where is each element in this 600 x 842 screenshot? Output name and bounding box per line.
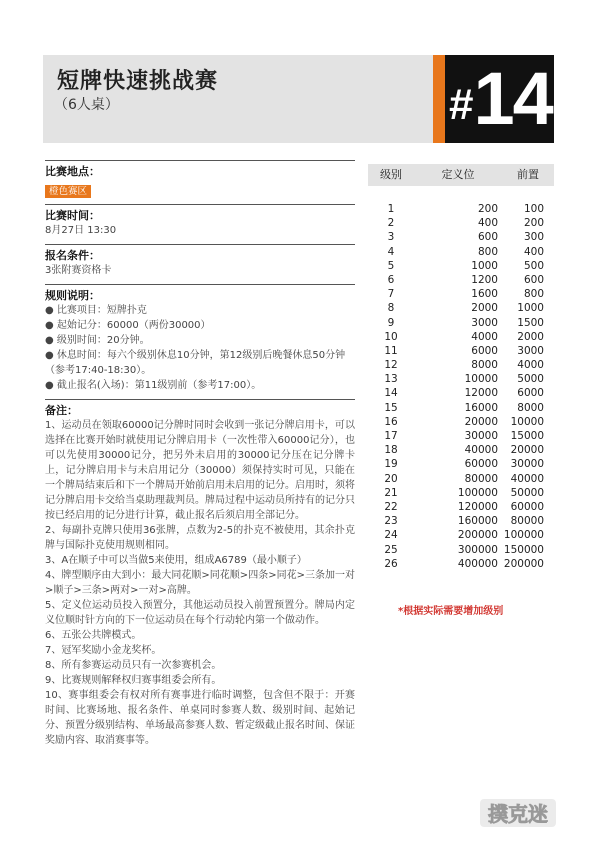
time-section [45,204,355,238]
venue-label: 比赛地点： [45,160,355,179]
number-value: 14 [473,57,552,140]
blind-cell: 160000 [457,515,498,528]
note-item: 2、每副扑克牌只使用36张牌，点数为2-5的扑克不被使用，其余扑克牌与国际扑克使用规则相同。 [45,525,355,551]
ante-cell: 100 [523,203,544,215]
note-item: 7、冠军奖励小金龙奖杯。 [45,645,162,656]
table-row [368,557,554,571]
note-item: 1、运动员在领取60000记分牌时同时会收到一张记分牌启用卡，可以选择在比赛开始时就使用记分牌启用卡（一次性带入60000记分），也可以先使用30000记分，把另外未启用的30000记分压在记分牌卡上，记分牌启用卡与未启用记分（30000）须保持实时可见，只能在一个牌局结束后和下一个牌局开始前启用未启用的记分。启用时，须将记分牌启用卡交给当桌助理裁判员。牌局过程中运动员所持有的记分只按已经启用的记分进行计算，截止报名后须启用全部记分。 [45,420,355,521]
rules-section [45,284,355,393]
level-cell: 10 [384,330,398,343]
header-level: 级别 [380,168,402,181]
time-value: 8月27日 13:30 [45,225,117,236]
blind-cell: 120000 [457,500,498,513]
level-cell: 26 [384,557,398,570]
level-cell: 1 [387,203,395,215]
table-row [368,443,554,457]
blind-cell: 6000 [471,344,498,357]
level-cell: 2 [387,217,395,230]
blind-cell: 400 [477,217,498,230]
table-row [368,330,554,344]
ante-cell: 500 [523,259,544,272]
level-cell: 25 [384,543,398,556]
ante-cell: 100000 [503,529,544,542]
blind-cell: 1000 [471,259,498,272]
note-item: 5、定义位运动员投入预置分，其他运动员投入前置预置分。牌局内定义位顺时针方向的下一位运动员在每个行动轮内第一个做动作。 [45,600,355,626]
header-blind: 定义位 [441,168,475,181]
note-item: 8、所有参赛运动员只有一次参赛机会。 [45,660,222,671]
note-item: 3、A在顺子中可以当做5来使用，组成A6789（最小顺子） [45,555,307,566]
ante-cell: 800 [523,288,544,301]
table-row [368,514,554,528]
table-row [368,415,554,429]
watermark-text: 撲克迷 [488,802,548,826]
blind-cell: 600 [477,231,498,244]
level-cell: 5 [387,259,395,272]
table-row [368,202,554,216]
watermark-logo [478,793,558,833]
level-cell: 16 [384,415,398,428]
table-row [368,543,554,557]
rule-item: ● 级别时间：20分钟。 [45,335,150,346]
blind-cell: 200000 [457,529,498,542]
rule-item: ● 截止报名(入场)：第11级别前（参考17:00）。 [45,380,262,391]
level-cell: 19 [384,458,398,471]
ante-cell: 30000 [510,458,544,471]
table-row [368,372,554,386]
ante-cell: 50000 [510,486,544,499]
level-cell: 20 [384,472,398,485]
blind-cell: 400000 [457,557,498,570]
ante-cell: 8000 [517,401,544,414]
blind-cell: 20000 [464,415,498,428]
table-row [368,429,554,443]
event-number-accent [433,55,445,143]
level-cell: 7 [387,288,395,301]
blind-cell: 80000 [464,472,498,485]
blind-cell: 4000 [471,330,498,343]
blind-cell: 8000 [471,359,498,372]
blind-cell: 12000 [464,387,498,400]
ante-cell: 2000 [517,330,544,343]
table-row [368,401,554,415]
blind-cell: 100000 [457,486,498,499]
table-row [368,500,554,514]
level-cell: 3 [387,231,395,244]
blind-cell: 1600 [471,288,498,301]
level-cell: 11 [384,344,398,357]
level-cell: 23 [384,515,398,528]
entry-section [45,244,355,278]
blind-cell: 60000 [464,458,498,471]
level-cell: 15 [384,401,398,414]
time-label: 比赛时间： [45,204,355,223]
blind-cell: 800 [477,245,498,258]
table-row [368,358,554,372]
table-row [368,457,554,471]
table-footnote: *根据实际需要增加级别 [398,606,504,617]
note-item: 10、赛事组委会有权对所有赛事进行临时调整，包含但不限于：开赛时间、比赛场地、报名条件、单桌同时参赛人数、级别时间、起始记分、预置分级别结构、单场最高参赛人数、暂定级截止报名时间、保证奖励内容、取消赛事等。 [45,690,355,746]
ante-cell: 300 [523,231,544,244]
ante-cell: 200 [523,217,544,230]
level-cell: 9 [387,316,395,329]
level-cell: 4 [387,245,395,258]
ante-cell: 200000 [503,557,544,570]
level-cell: 6 [387,273,395,286]
table-body [368,202,554,571]
ante-cell: 10000 [510,415,544,428]
ante-cell: 1500 [517,316,544,329]
entry-value: 3张附赛资格卡 [45,265,112,276]
ante-cell: 80000 [510,515,544,528]
note-item: 9、比赛规则解释权归赛事组委会所有。 [45,675,222,686]
level-cell: 13 [384,373,398,386]
blind-cell: 30000 [464,430,498,442]
number-hash: # [449,80,472,129]
blind-cell: 16000 [464,401,498,414]
table-row [368,472,554,486]
blind-cell: 40000 [464,444,498,457]
rule-item: ● 休息时间：每六个级别休息10分钟，第12级别后晚餐休息50分钟（参考17:40-18:30）。 [45,350,346,376]
ante-cell: 5000 [517,373,544,386]
event-number [449,56,552,142]
level-cell: 22 [384,500,398,513]
blind-cell: 1200 [471,273,498,286]
venue-tag: 橙色赛区 [45,185,91,198]
ante-cell: 6000 [517,387,544,400]
table-row [368,287,554,301]
table-row [368,301,554,315]
table-row [368,230,554,244]
level-cell: 18 [384,444,398,457]
ante-cell: 4000 [517,359,544,372]
ante-cell: 40000 [510,472,544,485]
table-row [368,486,554,500]
rule-item: ● 比赛项目：短牌扑克 [45,305,147,316]
table-row [368,386,554,400]
page-subtitle: （6人桌） [54,97,119,113]
blind-cell: 200 [477,203,498,215]
ante-cell: 60000 [510,500,544,513]
details-column [45,160,355,754]
entry-label: 报名条件： [45,244,355,263]
table-row [368,273,554,287]
blind-structure-table [368,164,554,571]
ante-cell: 400 [523,245,544,258]
table-row [368,528,554,542]
level-cell: 12 [384,359,398,372]
rule-item: ● 起始记分：60000（两份30000） [45,320,211,331]
level-cell: 21 [384,486,398,499]
table-row [368,316,554,330]
ante-cell: 150000 [503,543,544,556]
level-cell: 24 [384,529,398,542]
venue-section [45,160,355,198]
blind-cell: 10000 [464,373,498,386]
table-row [368,344,554,358]
table-row [368,216,554,230]
blind-cell: 300000 [457,543,498,556]
table-row [368,245,554,259]
ante-cell: 1000 [517,302,544,315]
table-header [368,164,554,186]
ante-cell: 15000 [510,430,544,442]
note-item: 4、牌型顺序由大到小：最大同花顺>同花顺>四条>同花>三条加一对>顺子>三条>两对>一对>高牌。 [45,570,355,596]
ante-cell: 600 [523,273,544,286]
header-ante: 前置 [517,168,539,181]
rules-title: 规则说明： [45,284,355,303]
notes-section [45,399,355,748]
blind-cell: 2000 [471,302,498,315]
level-cell: 17 [384,430,398,442]
level-cell: 14 [384,387,398,400]
level-cell: 8 [387,302,395,315]
table-row [368,259,554,273]
ante-cell: 3000 [517,344,544,357]
page-title: 短牌快速挑战赛 [57,69,219,94]
note-item: 6、五张公共牌模式。 [45,630,142,641]
notes-title: 备注： [45,399,355,418]
blind-cell: 3000 [471,316,498,329]
ante-cell: 20000 [510,444,544,457]
